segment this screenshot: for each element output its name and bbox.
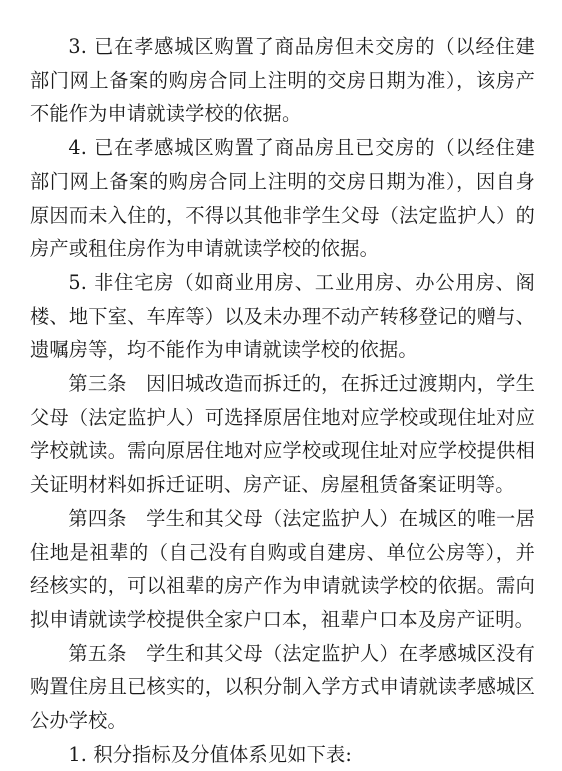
points-table-intro: 1. 积分指标及分值体系见如下表:	[68, 742, 353, 766]
paragraph-item-3: 3. 已在孝感城区购置了商品房但未交房的（以经住建部门网上备案的购房合同上注明的交房日期为准），该房产不能作为申请就读学校的依据。	[30, 35, 535, 126]
article-four: 第四条 学生和其父母（法定监护人）在城区的唯一居住地是祖辈的（自己没有自购或自建房、单位公房等），并经核实的，可以祖辈的房产作为申请就读学校的依据。需向拟申请就读学校提供全家户口本，祖辈户口本及房产证明。	[30, 506, 535, 631]
document-body	[30, 30, 535, 771]
paragraph-item-5: 5. 非住宅房（如商业用房、工业用房、办公用房、阁楼、地下室、车库等）以及未办理不动产转移登记的赠与、遗嘱房等，均不能作为申请就读学校的依据。	[30, 270, 535, 362]
article-five: 第五条 学生和其父母（法定监护人）在孝感城区没有购置住房且已核实的，以积分制入学方式申请就读孝感城区公办学校。	[30, 641, 535, 733]
article-three: 第三条 因旧城改造而拆迁的，在拆迁过渡期内，学生父母（法定监护人）可选择原居住地对应学校或现住址对应学校就读。需向原居住地对应学校或现住址对应学校提供相关证明材料如拆迁证明、房产证、房屋租赁备案证明等。	[30, 372, 535, 497]
paragraph-item-4: 4. 已在孝感城区购置了商品房且已交房的（以经住建部门网上备案的购房合同上注明的交房日期为准），因自身原因而未入住的，不得以其他非学生父母（法定监护人）的房产或租住房作为申请就读学校的依据。	[30, 136, 535, 261]
